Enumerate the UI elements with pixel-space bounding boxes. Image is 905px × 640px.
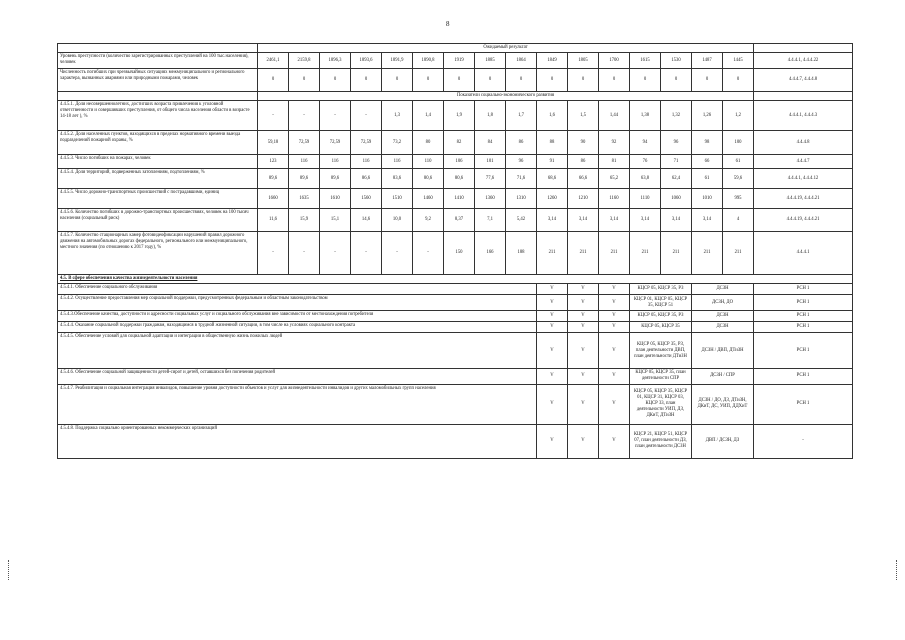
program-cell: КЦСР 05, КЦСР 35, РЗ xyxy=(630,311,692,322)
value-cell: 80,6 xyxy=(444,169,475,189)
value-cell: 88 xyxy=(537,131,568,155)
margin-mark xyxy=(8,560,10,580)
executor-cell: ДСЗН xyxy=(692,284,754,295)
executor-cell: ДСЗН xyxy=(692,311,754,322)
value-cell: 86 xyxy=(506,131,537,155)
reference-cell: 4.4.4.8 xyxy=(754,131,853,155)
period-mark: V xyxy=(599,311,630,322)
value-cell: 1310 xyxy=(506,189,537,209)
value-cell: 9,2 xyxy=(413,209,444,232)
value-cell: 1919 xyxy=(444,53,475,69)
reference-cell: РСН 1 xyxy=(754,311,853,322)
period-mark: V xyxy=(537,295,568,311)
period-mark: V xyxy=(537,369,568,384)
value-cell: 14,6 xyxy=(351,209,382,232)
value-cell: 211 xyxy=(692,232,723,275)
value-cell: 80 xyxy=(413,131,444,155)
value-cell: 7,1 xyxy=(475,209,506,232)
value-cell: 96 xyxy=(506,155,537,169)
value-cell: 188 xyxy=(506,232,537,275)
empty-cell xyxy=(754,92,853,101)
program-cell: КЦСР 05, КЦСР 35, КЦСР 01, КЦСР 31, КЦСР 03, КЦСР 33, план деятельности УИП, ДЗ, ДКиТ, ДТиЗН xyxy=(630,384,692,424)
value-cell: 1445 xyxy=(723,53,754,69)
indicator-name: 4.4.5.3. Число погибших на пожарах, человек xyxy=(58,155,258,169)
value-cell: 1610 xyxy=(320,189,351,209)
reference-cell: 4.4.4.19, 4.4.4.21 xyxy=(754,189,853,209)
task-row xyxy=(58,384,853,424)
indicator-row xyxy=(58,169,853,189)
program-cell: КЦСР 05, КЦСР 35, РЗ xyxy=(630,284,692,295)
reference-cell: 4.4.4.1 xyxy=(754,232,853,275)
value-cell: - xyxy=(413,232,444,275)
task-name: 4.5.4.1. Обеспечение социального обслуживания xyxy=(58,284,537,295)
value-cell: 80,6 xyxy=(413,169,444,189)
reference-cell: 4.4.4.1, 4.4.4.22 xyxy=(754,53,853,69)
value-cell: 1,4 xyxy=(413,101,444,131)
section-row xyxy=(58,275,853,284)
value-cell: 116 xyxy=(382,155,413,169)
task-name: 4.5.4.3.Обеспечение качества, доступности и адресности социальных услуг и социального обслуживания вне зависимости от местонахождения потребителя xyxy=(58,311,537,322)
value-cell: 1,2 xyxy=(723,101,754,131)
period-mark: V xyxy=(537,284,568,295)
value-cell: 72,59 xyxy=(351,131,382,155)
value-cell: 3,14 xyxy=(568,209,599,232)
table-body xyxy=(58,44,853,459)
indicator-row xyxy=(58,131,853,155)
reference-cell: РСН 1 xyxy=(754,333,853,369)
value-cell: 0 xyxy=(723,69,754,92)
program-cell: КЦСР 01, КЦСР 05, КЦСР 35, КЦСР 51 xyxy=(630,295,692,311)
period-mark: V xyxy=(568,322,599,333)
value-cell: 1,6 xyxy=(537,101,568,131)
value-cell: 1360 xyxy=(475,189,506,209)
period-mark: V xyxy=(537,333,568,369)
indicator-name: Уровень преступности (количество зарегистрированных преступлений на 100 тыс.населения), человек xyxy=(58,53,258,69)
value-cell: 1864 xyxy=(506,53,537,69)
period-mark: V xyxy=(568,384,599,424)
value-cell: 211 xyxy=(537,232,568,275)
value-cell: 1893,6 xyxy=(351,53,382,69)
value-cell: 76 xyxy=(630,155,661,169)
value-cell: 1896,3 xyxy=(320,53,351,69)
value-cell: 89,6 xyxy=(320,169,351,189)
task-name: 4.5.4.2. Осуществление предоставления мер социальной поддержки, предусмотренных федеральным и областным законодательством xyxy=(58,295,537,311)
value-cell: 1410 xyxy=(444,189,475,209)
value-cell: 0 xyxy=(320,69,351,92)
indicator-row xyxy=(58,69,853,92)
value-cell: 2461,1 xyxy=(258,53,289,69)
value-cell: 1510 xyxy=(382,189,413,209)
value-cell: - xyxy=(320,101,351,131)
value-cell: 1700 xyxy=(599,53,630,69)
value-cell: 116 xyxy=(289,155,320,169)
value-cell: 98 xyxy=(692,131,723,155)
value-cell: 0 xyxy=(413,69,444,92)
reference-cell: 4.4.4.19, 4.4.4.21 xyxy=(754,209,853,232)
reference-cell: РСН 1 xyxy=(754,284,853,295)
value-cell: 3,14 xyxy=(599,209,630,232)
indicator-row xyxy=(58,209,853,232)
value-cell: 3,14 xyxy=(692,209,723,232)
value-cell: 1885 xyxy=(475,53,506,69)
value-cell: 123 xyxy=(258,155,289,169)
period-mark: V xyxy=(537,424,568,458)
value-cell: 1615 xyxy=(630,53,661,69)
value-cell: 1891,9 xyxy=(382,53,413,69)
value-cell: 0 xyxy=(475,69,506,92)
value-cell: 1060 xyxy=(661,189,692,209)
value-cell: 71,6 xyxy=(506,169,537,189)
value-cell: 3,14 xyxy=(661,209,692,232)
value-cell: - xyxy=(320,232,351,275)
value-cell: 61 xyxy=(723,155,754,169)
value-cell: 0 xyxy=(351,69,382,92)
value-cell: 5,42 xyxy=(506,209,537,232)
value-cell: 1,8 xyxy=(475,101,506,131)
value-cell: 1210 xyxy=(568,189,599,209)
value-cell: 89,6 xyxy=(258,169,289,189)
value-cell: 100 xyxy=(723,131,754,155)
socio-header-row xyxy=(58,92,853,101)
value-cell: 86 xyxy=(568,155,599,169)
value-cell: 3,14 xyxy=(537,209,568,232)
indicator-row xyxy=(58,101,853,131)
value-cell: 0 xyxy=(444,69,475,92)
value-cell: 0 xyxy=(630,69,661,92)
value-cell: 1,38 xyxy=(630,101,661,131)
value-cell: 1010 xyxy=(692,189,723,209)
reference-cell: РСН 1 xyxy=(754,369,853,384)
value-cell: 81 xyxy=(599,155,630,169)
period-mark: V xyxy=(599,295,630,311)
value-cell: 211 xyxy=(568,232,599,275)
section-title: 4.5. В сфере обеспечения качества жизнедеятельности населения xyxy=(58,275,853,284)
value-cell: - xyxy=(351,101,382,131)
empty-cell xyxy=(58,92,258,101)
value-cell: 1635 xyxy=(289,189,320,209)
value-cell: 1,44 xyxy=(599,101,630,131)
period-mark: V xyxy=(537,311,568,322)
executor-cell: ДСЗН xyxy=(692,322,754,333)
indicator-row xyxy=(58,232,853,275)
task-name: 4.5.4.5. Обеспечение условий для социальной адаптации и интеграции в общественную жизнь пожилых людей xyxy=(58,333,537,369)
value-cell: 1110 xyxy=(630,189,661,209)
page-number: 8 xyxy=(446,20,450,28)
value-cell: 211 xyxy=(661,232,692,275)
value-cell: 11,6 xyxy=(258,209,289,232)
value-cell: 63,8 xyxy=(630,169,661,189)
task-row xyxy=(58,311,853,322)
value-cell: 1,3 xyxy=(382,101,413,131)
task-row xyxy=(58,424,853,458)
period-mark: V xyxy=(599,384,630,424)
program-cell: КЦСР 05, КЦСР 35 xyxy=(630,322,692,333)
expected-result-header: Ожидаемый результат xyxy=(258,44,754,53)
value-cell: - xyxy=(258,232,289,275)
value-cell: 65,2 xyxy=(599,169,630,189)
value-cell: 0 xyxy=(506,69,537,92)
value-cell: 0 xyxy=(568,69,599,92)
value-cell: 82 xyxy=(444,131,475,155)
value-cell: 0 xyxy=(258,69,289,92)
value-cell: 83,6 xyxy=(382,169,413,189)
value-cell: 86,6 xyxy=(351,169,382,189)
reference-cell: РСН 1 xyxy=(754,295,853,311)
reference-cell: 4.4.4.7 xyxy=(754,155,853,169)
period-mark: V xyxy=(599,322,630,333)
task-name: 4.5.4.8. Поддержка социально ориентированных некоммерческих организаций xyxy=(58,424,537,458)
value-cell: 72,59 xyxy=(320,131,351,155)
value-cell: 71 xyxy=(661,155,692,169)
executor-cell: ДСЗН / ДО, ДЗ, ДТиЗН, ДКиТ, ДС, УИП, ДДХиТ xyxy=(692,384,754,424)
indicator-name: 4.4.5.5. Число дорожно-транспортных происшествий с пострадавшими, единиц xyxy=(58,189,258,209)
period-mark: V xyxy=(568,311,599,322)
task-row xyxy=(58,322,853,333)
value-cell: 1,7 xyxy=(506,101,537,131)
reference-cell: 4.4.4.1, 4.4.4.3 xyxy=(754,101,853,131)
value-cell: 211 xyxy=(630,232,661,275)
task-name: 4.5.4.4. Оказание социальной поддержки гражданам, находящимся в трудной жизненной ситуации, в том числе на условиях социального контракта xyxy=(58,322,537,333)
period-mark: V xyxy=(568,424,599,458)
reference-cell: РСН 1 xyxy=(754,384,853,424)
value-cell: 1560 xyxy=(351,189,382,209)
value-cell: 995 xyxy=(723,189,754,209)
value-cell: - xyxy=(289,101,320,131)
value-cell: 10,0 xyxy=(382,209,413,232)
value-cell: 77,6 xyxy=(475,169,506,189)
value-cell: 3,14 xyxy=(630,209,661,232)
task-name: 4.5.4.6. Обеспечение социальной защищенности детей-сирот и детей, оставшихся без попечения родителей xyxy=(58,369,537,384)
margin-mark xyxy=(896,560,898,580)
value-cell: 1487 xyxy=(692,53,723,69)
indicator-name: 4.4.5.7. Количество стационарных камер фотовидеофиксации нарушений правил дорожного движения на автомобильных дорогах федерального, регионального или межмуниципального, местного значения (по отношению к 2017 году), % xyxy=(58,232,258,275)
program-cell: КЦСР 21, КЦСР 51, КЦСР 07, план деятельности ДЗ, план деятельности ДСЗН xyxy=(630,424,692,458)
value-cell: 1,5 xyxy=(568,101,599,131)
value-cell: 211 xyxy=(723,232,754,275)
value-cell: 66,6 xyxy=(568,169,599,189)
indicator-name: 4.4.5.6. Количество погибших в дорожно-транспортных происшествиях, человек на 100 тысяч населения (социальный риск) xyxy=(58,209,258,232)
value-cell: 101 xyxy=(475,155,506,169)
value-cell: - xyxy=(382,232,413,275)
value-cell: 89,6 xyxy=(289,169,320,189)
value-cell: 166 xyxy=(475,232,506,275)
reference-cell: 4.4.4.1, 4.4.4.12 xyxy=(754,169,853,189)
value-cell: 1849 xyxy=(537,53,568,69)
period-mark: V xyxy=(599,333,630,369)
indicator-name: Численность погибших при чрезвычайных ситуациях межмуниципального и регионального характера, вызванных авариями или природными пожарами, человек xyxy=(58,69,258,92)
program-cell: КЦСР 05, КЦСР 35, план деятельности СПР xyxy=(630,369,692,384)
value-cell: 116 xyxy=(320,155,351,169)
value-cell: 15,1 xyxy=(320,209,351,232)
value-cell: 116 xyxy=(351,155,382,169)
value-cell: 0 xyxy=(537,69,568,92)
value-cell: 1660 xyxy=(258,189,289,209)
value-cell: - xyxy=(351,232,382,275)
value-cell: 66 xyxy=(692,155,723,169)
task-row xyxy=(58,295,853,311)
value-cell: 1,26 xyxy=(692,101,723,131)
program-cell: КЦСР 05, КЦСР 35, РЗ, план деятельности ДВП, план деятельности ДТиЗН xyxy=(630,333,692,369)
value-cell: 92 xyxy=(599,131,630,155)
value-cell: 15,9 xyxy=(289,209,320,232)
value-cell: 94 xyxy=(630,131,661,155)
reference-cell: - xyxy=(754,424,853,458)
value-cell: 84 xyxy=(475,131,506,155)
task-name: 4.5.4.7. Реабилитация и социальная интеграция инвалидов, повышение уровня доступности объектов и услуг для жизнедеятельности инвалидов и других маломобильных групп населения xyxy=(58,384,537,424)
indicator-name: 4.4.5.4. Доля территорий, подверженных затоплениям, подтоплениям, % xyxy=(58,169,258,189)
value-cell: 1530 xyxy=(661,53,692,69)
value-cell: 59,18 xyxy=(258,131,289,155)
reference-cell: 4.4.4.7, 4.4.4.8 xyxy=(754,69,853,92)
value-cell: 59,6 xyxy=(723,169,754,189)
indicator-row xyxy=(58,53,853,69)
value-cell: 1,9 xyxy=(444,101,475,131)
value-cell: 150 xyxy=(444,232,475,275)
value-cell: 1160 xyxy=(599,189,630,209)
socio-economic-header: Показатели социально-экономического развития xyxy=(258,92,754,101)
value-cell: 106 xyxy=(444,155,475,169)
task-row xyxy=(58,369,853,384)
indicator-name: 4.4.5.2. Доля населенных пунктов, находящихся в пределах нормативного времени выезда подразделений пожарной охраны, % xyxy=(58,131,258,155)
value-cell: 91 xyxy=(537,155,568,169)
period-mark: V xyxy=(537,322,568,333)
value-cell: 211 xyxy=(599,232,630,275)
value-cell: 1,32 xyxy=(661,101,692,131)
value-cell: 0 xyxy=(599,69,630,92)
value-cell: 62,4 xyxy=(661,169,692,189)
period-mark: V xyxy=(537,384,568,424)
value-cell: 1805 xyxy=(568,53,599,69)
value-cell: - xyxy=(258,101,289,131)
indicator-name: 4.4.5.1. Доля несовершеннолетних, достигших возраста привлечения к уголовной ответственности и совершивших преступления, от общего числа населения области в возрасте 14-18 лет ), % xyxy=(58,101,258,131)
value-cell: 96 xyxy=(661,131,692,155)
period-mark: V xyxy=(599,369,630,384)
value-cell: 90 xyxy=(568,131,599,155)
value-cell: 0 xyxy=(692,69,723,92)
period-mark: V xyxy=(568,369,599,384)
reference-cell: РСН 1 xyxy=(754,322,853,333)
value-cell: 0 xyxy=(382,69,413,92)
header-row xyxy=(58,44,853,53)
value-cell: 4 xyxy=(723,209,754,232)
value-cell: 110 xyxy=(413,155,444,169)
executor-cell: ДСЗН / СПР xyxy=(692,369,754,384)
period-mark: V xyxy=(568,295,599,311)
executor-cell: ДСЗН / ДВП, ДТиЗН xyxy=(692,333,754,369)
executor-cell: ДСЗН, ДО xyxy=(692,295,754,311)
task-row xyxy=(58,333,853,369)
indicator-row xyxy=(58,189,853,209)
value-cell: - xyxy=(289,232,320,275)
value-cell: 1890,8 xyxy=(413,53,444,69)
period-mark: V xyxy=(599,284,630,295)
period-mark: V xyxy=(599,424,630,458)
value-cell: 61 xyxy=(692,169,723,189)
value-cell: 1260 xyxy=(537,189,568,209)
value-cell: 72,59 xyxy=(289,131,320,155)
document-table xyxy=(57,43,853,459)
period-mark: V xyxy=(568,333,599,369)
value-cell: 2159,8 xyxy=(289,53,320,69)
period-mark: V xyxy=(568,284,599,295)
indicator-row xyxy=(58,155,853,169)
value-cell: 0 xyxy=(661,69,692,92)
value-cell: 1460 xyxy=(413,189,444,209)
value-cell: 68,6 xyxy=(537,169,568,189)
value-cell: 73,2 xyxy=(382,131,413,155)
executor-cell: ДВП / ДСЗН, ДЗ xyxy=(692,424,754,458)
task-row xyxy=(58,284,853,295)
value-cell: 8,37 xyxy=(444,209,475,232)
value-cell: 0 xyxy=(289,69,320,92)
